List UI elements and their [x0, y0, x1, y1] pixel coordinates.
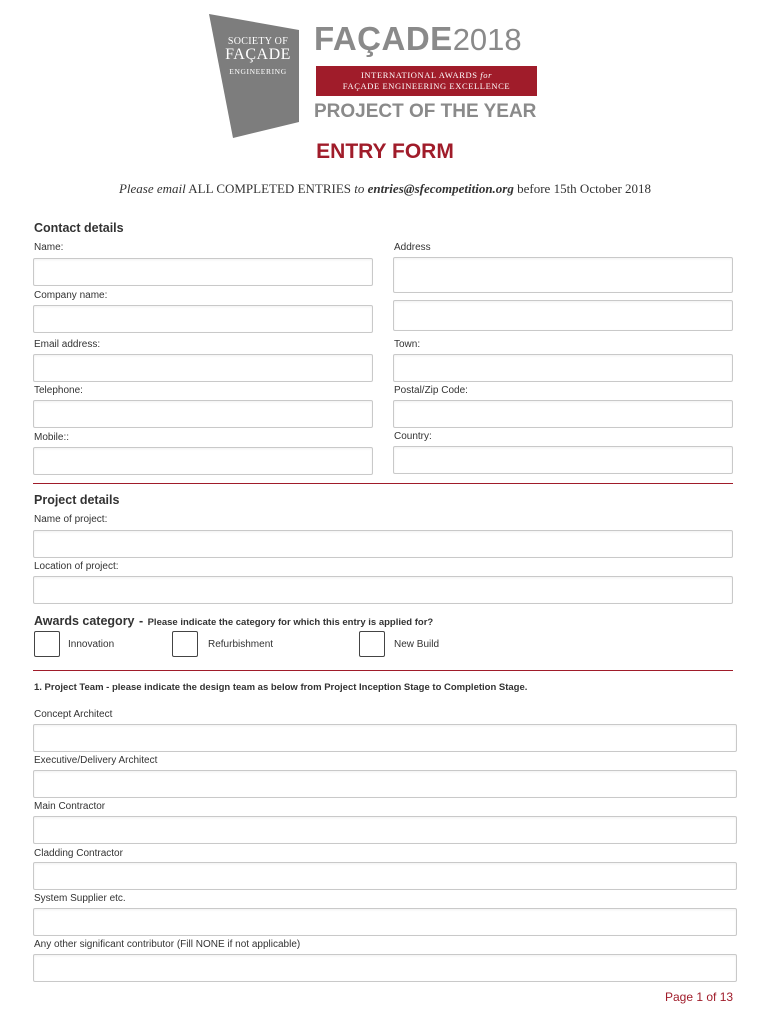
cladding-contractor-label: Cladding Contractor	[34, 848, 123, 859]
section-divider-1	[33, 483, 733, 484]
banner-line-1a: INTERNATIONAL AWARDS	[360, 70, 478, 80]
project-name-field[interactable]	[33, 530, 733, 558]
project-details-heading: Project details	[34, 493, 120, 507]
country-label: Country:	[394, 431, 432, 442]
system-supplier-field[interactable]	[33, 908, 737, 936]
innovation-option-label: Innovation	[68, 639, 115, 650]
email-address-label: Email address:	[34, 339, 101, 350]
project-location-field[interactable]	[33, 576, 733, 604]
brand-title	[314, 22, 522, 55]
awards-category-dash: -	[138, 614, 144, 628]
innovation-checkbox[interactable]	[34, 631, 60, 657]
postal-code-field[interactable]	[393, 400, 733, 428]
intro-line	[0, 181, 770, 197]
name-label: Name:	[34, 242, 64, 253]
mobile-field[interactable]	[33, 447, 373, 475]
project-team-heading: 1. Project Team - please indicate the design team as below from Project Inception Stage to Completion Stage.	[34, 682, 528, 693]
executive-architect-field[interactable]	[33, 770, 737, 798]
mobile-label: Mobile::	[34, 432, 70, 443]
awards-category-instruction: Please indicate the category for which this entry is applied for?	[147, 617, 434, 628]
contact-details-heading: Contact details	[34, 221, 124, 235]
page-number: Page 1 of 13	[665, 990, 734, 1004]
logo-line-3: ENGINEERING	[229, 67, 287, 76]
country-field[interactable]	[393, 446, 733, 474]
company-name-label: Company name:	[34, 290, 108, 301]
main-contractor-label: Main Contractor	[34, 801, 106, 812]
banner-line-1b: for	[480, 70, 492, 80]
refurbishment-checkbox[interactable]	[172, 631, 198, 657]
executive-architect-label: Executive/Delivery Architect	[34, 755, 158, 766]
brand-year: 2018	[452, 22, 522, 57]
project-name-label: Name of project:	[34, 514, 108, 525]
concept-architect-field[interactable]	[33, 724, 737, 752]
refurbishment-option-label: Refurbishment	[208, 639, 274, 650]
awards-banner	[316, 66, 537, 96]
town-field[interactable]	[393, 354, 733, 382]
section-divider-2	[33, 670, 733, 671]
form-title: ENTRY FORM	[316, 140, 454, 163]
town-label: Town:	[394, 339, 421, 350]
address-field-line-1[interactable]	[393, 257, 733, 293]
other-contributor-label: Any other significant contributor (Fill NONE if not applicable)	[34, 939, 301, 950]
email-address-field[interactable]	[33, 354, 373, 382]
main-contractor-field[interactable]	[33, 816, 737, 844]
project-location-label: Location of project:	[34, 561, 119, 572]
address-label: Address	[394, 242, 431, 253]
intro-deadline: before 15th October 2018	[517, 181, 652, 196]
intro-to: to	[354, 181, 365, 196]
intro-all-completed: ALL COMPLETED ENTRIES	[188, 181, 352, 196]
cladding-contractor-field[interactable]	[33, 862, 737, 890]
logo-line-2: FAÇADE	[225, 46, 291, 63]
brand-main: FAÇADE	[314, 20, 453, 57]
postal-code-label: Postal/Zip Code:	[394, 385, 468, 396]
telephone-label: Telephone:	[34, 385, 83, 396]
society-logo-shape	[205, 12, 301, 140]
address-field-line-2[interactable]	[393, 300, 733, 331]
page-subtitle: PROJECT OF THE YEAR	[314, 101, 537, 122]
intro-please-email: Please email	[118, 181, 186, 196]
telephone-field[interactable]	[33, 400, 373, 428]
awards-category-heading	[34, 612, 433, 630]
new-build-option-label: New Build	[394, 639, 440, 650]
system-supplier-label: System Supplier etc.	[34, 893, 126, 904]
name-field[interactable]	[33, 258, 373, 286]
awards-category-title: Awards category	[34, 614, 135, 628]
other-contributor-field[interactable]	[33, 954, 737, 982]
company-name-field[interactable]	[33, 305, 373, 333]
logo-line-1: SOCIETY OF	[227, 36, 289, 47]
concept-architect-label: Concept Architect	[34, 709, 113, 720]
new-build-checkbox[interactable]	[359, 631, 385, 657]
banner-line-2: FAÇADE ENGINEERING EXCELLENCE	[342, 81, 511, 91]
intro-email-link[interactable]: entries@sfecompetition.org	[367, 181, 514, 196]
